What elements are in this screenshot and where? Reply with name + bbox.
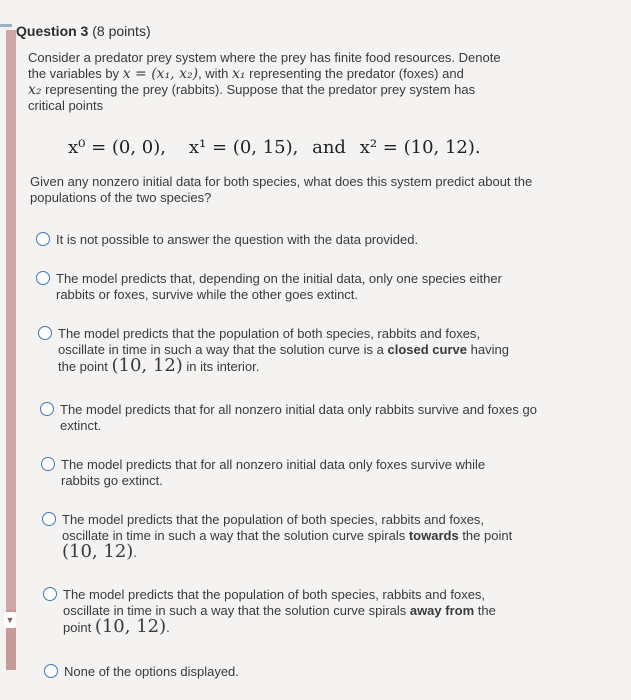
question-body — [28, 50, 533, 114]
option-label: The model predicts that for all nonzero initial data only foxes survive while rabbits go extinct. — [61, 457, 486, 488]
radio-button[interactable] — [41, 457, 55, 471]
question-title — [16, 23, 151, 39]
option-text: the point — [462, 528, 513, 543]
option-text: . — [133, 545, 137, 560]
chevron-down-icon[interactable]: ▼ — [4, 612, 16, 628]
option-text: . — [166, 620, 170, 635]
option-text: The model predicts that the population of both species, rabbits and foxes, oscillate in time in such a way that the solution curve spirals — [62, 512, 485, 543]
math-variables: x = (x₁, x₂) — [122, 66, 199, 82]
and-word: and — [312, 137, 346, 158]
question-side-bar — [6, 30, 16, 610]
radio-button[interactable] — [43, 587, 57, 601]
option-text: The model predicts that the population of both species, rabbits and foxes, oscillate in time in such a way that the solution curve is a — [58, 326, 481, 357]
body-line-3 — [28, 82, 533, 98]
radio-button[interactable] — [36, 232, 50, 246]
option-text: in its interior. — [186, 359, 260, 374]
radio-button[interactable] — [42, 512, 56, 526]
question-tab-marker — [0, 24, 12, 27]
body-line-1: Consider a predator prey system where the prey has finite food resources. Denote — [28, 50, 501, 65]
answer-option-1[interactable] — [36, 232, 536, 248]
option-label: The model predicts that for all nonzero initial data only rabbits survive and foxes go extinct. — [60, 402, 537, 433]
answer-option-3[interactable] — [38, 326, 528, 375]
math-x1: x₁ — [232, 66, 246, 82]
critical-point-2: x² = (10, 12). — [359, 137, 481, 158]
radio-button[interactable] — [38, 326, 52, 340]
question-prompt: Given any nonzero initial data for both species, what does this system predict about the populations of the two species? — [30, 174, 533, 205]
option-emphasis: towards — [408, 528, 459, 543]
answer-option-8[interactable] — [44, 664, 544, 680]
option-math: (10, 12) — [111, 355, 183, 376]
question-number: Question 3 — [16, 23, 89, 39]
option-emphasis: away from — [409, 603, 475, 618]
option-text: having the point — [58, 342, 509, 374]
option-label — [63, 587, 513, 636]
option-emphasis: closed curve — [387, 342, 468, 357]
answer-option-7[interactable] — [43, 587, 513, 636]
critical-point-1: x¹ = (0, 15), — [188, 137, 299, 158]
option-math: (10, 12) — [62, 541, 134, 562]
math-x2: x₂ — [28, 82, 42, 98]
answer-option-2[interactable] — [36, 271, 526, 303]
radio-button[interactable] — [44, 664, 58, 678]
option-label — [62, 512, 532, 561]
body-text: the variables by — [28, 66, 120, 81]
option-label: It is not possible to answer the question with the data provided. — [56, 232, 419, 247]
option-text: The model predicts that the population of both species, rabbits and foxes, oscillate in time in such a way that the solution curve spirals — [63, 587, 486, 618]
question-points: (8 points) — [92, 23, 151, 39]
option-text: the point — [63, 603, 496, 635]
body-line-2 — [28, 66, 533, 82]
critical-points-equation — [68, 137, 481, 158]
radio-button[interactable] — [40, 402, 54, 416]
answer-option-5[interactable] — [41, 457, 511, 489]
option-label — [58, 326, 528, 375]
radio-button[interactable] — [36, 271, 50, 285]
option-label: The model predicts that, depending on the initial data, only one species either rabbits or foxes, survive while the other goes extinct. — [56, 271, 502, 302]
body-text: representing the prey (rabbits). Suppose that the predator prey system has — [45, 82, 476, 97]
body-text: representing the predator (foxes) and — [249, 66, 464, 81]
option-label: None of the options displayed. — [64, 664, 239, 679]
critical-point-0: x⁰ = (0, 0), — [68, 137, 167, 158]
body-line-4: critical points — [28, 98, 104, 113]
option-math: (10, 12) — [94, 616, 167, 637]
body-text: , with — [198, 66, 229, 81]
answer-option-6[interactable] — [42, 512, 532, 561]
answer-option-4[interactable] — [40, 402, 540, 434]
